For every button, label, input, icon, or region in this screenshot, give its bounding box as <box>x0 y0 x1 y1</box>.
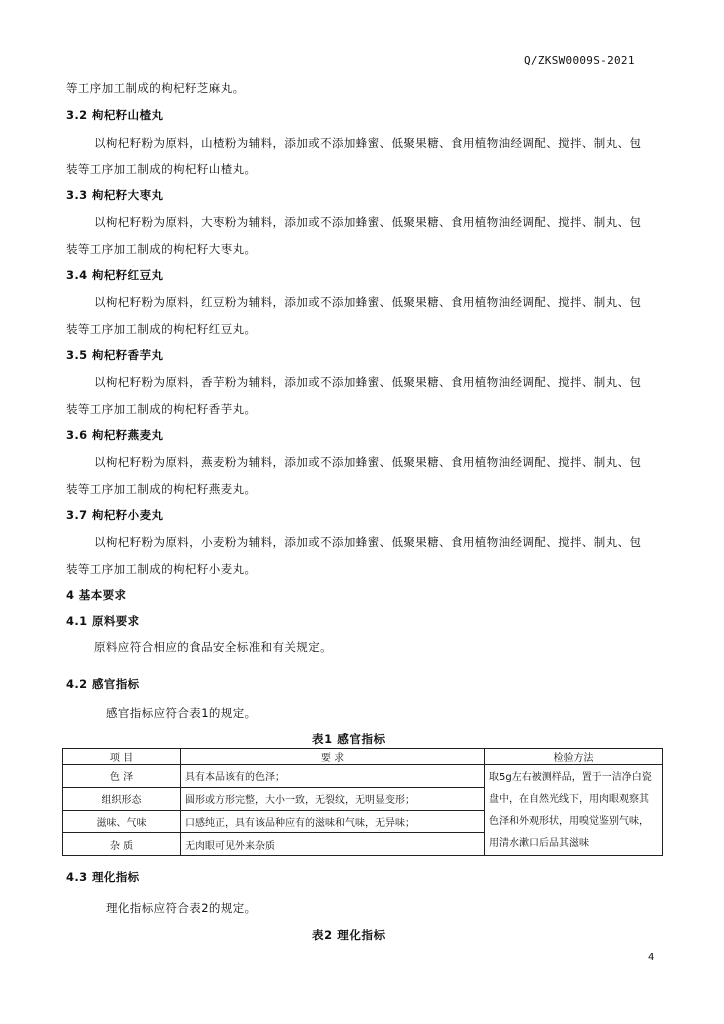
section-4-3-text: 理化指标应符合表2的规定。 <box>106 901 257 915</box>
section-3-5-line-2: 装等工序加工制成的枸杞籽香芋丸。 <box>66 402 257 416</box>
header-method: 检验方法 <box>485 749 663 765</box>
inspection-method: 取5g左右被测样品，置于一洁净白瓷盘中，在自然光线下，用肉眼观察其色泽和外观形状，用嗅觉鉴别气味，用清水漱口后品其滋味 <box>485 765 663 856</box>
section-3-3-line-1: 以枸杞籽粉为原料，大枣粉为辅料，添加或不添加蜂蜜、低聚果糖、食用植物油经调配、搅拌、制丸、包 <box>94 215 642 229</box>
section-3-6-line-1: 以枸杞籽粉为原料，燕麦粉为辅料，添加或不添加蜂蜜、低聚果糖、食用植物油经调配、搅拌、制丸、包 <box>94 455 642 469</box>
section-3-4-line-2: 装等工序加工制成的枸杞籽红豆丸。 <box>66 322 257 336</box>
section-3-2-line-1: 以枸杞籽粉为原料，山楂粉为辅料，添加或不添加蜂蜜、低聚果糖、食用植物油经调配、搅拌、制丸、包 <box>94 136 642 150</box>
continuation-text: 等工序加工制成的枸杞籽芝麻丸。 <box>66 81 245 95</box>
section-4-1-heading: 4.1 原料要求 <box>66 614 140 628</box>
sensory-table <box>62 748 663 856</box>
table-2-caption: 表2 理化指标 <box>312 928 386 942</box>
section-3-6-heading: 3.6 枸杞籽燕麦丸 <box>66 428 164 442</box>
section-4-2-heading: 4.2 感官指标 <box>66 677 140 691</box>
table-header-row <box>63 749 663 765</box>
page-number: 4 <box>648 952 655 963</box>
section-3-4-heading: 3.4 枸杞籽红豆丸 <box>66 268 164 282</box>
section-3-3-heading: 3.3 枸杞籽大枣丸 <box>66 188 164 202</box>
row-item: 杂 质 <box>63 833 181 856</box>
row-item: 色 泽 <box>63 765 181 788</box>
section-3-6-line-2: 装等工序加工制成的枸杞籽燕麦丸。 <box>66 482 257 496</box>
row-item: 滋味、气味 <box>63 810 181 833</box>
section-3-5-line-1: 以枸杞籽粉为原料，香芋粉为辅料，添加或不添加蜂蜜、低聚果糖、食用植物油经调配、搅拌、制丸、包 <box>94 375 642 389</box>
section-3-7-line-1: 以枸杞籽粉为原料，小麦粉为辅料，添加或不添加蜂蜜、低聚果糖、食用植物油经调配、搅拌、制丸、包 <box>94 535 642 549</box>
section-4-3-heading: 4.3 理化指标 <box>66 870 140 884</box>
section-3-7-line-2: 装等工序加工制成的枸杞籽小麦丸。 <box>66 562 257 576</box>
row-item: 组织形态 <box>63 787 181 810</box>
header-item: 项 目 <box>63 749 181 765</box>
table-row <box>63 765 663 788</box>
section-4-1-text: 原料应符合相应的食品安全标准和有关规定。 <box>94 640 332 654</box>
standard-code: Q/ZKSW0009S-2021 <box>524 54 635 67</box>
section-3-5-heading: 3.5 枸杞籽香芋丸 <box>66 348 164 362</box>
section-3-4-line-1: 以枸杞籽粉为原料，红豆粉为辅料，添加或不添加蜂蜜、低聚果糖、食用植物油经调配、搅拌、制丸、包 <box>94 295 642 309</box>
row-requirement: 口感纯正，具有该品种应有的滋味和气味，无异味； <box>181 810 485 833</box>
row-requirement: 无肉眼可见外来杂质 <box>181 833 485 856</box>
section-4-heading: 4 基本要求 <box>66 588 127 602</box>
section-4-2-text: 感官指标应符合表1的规定。 <box>106 706 257 720</box>
section-3-2-heading: 3.2 枸杞籽山楂丸 <box>66 108 164 122</box>
table-1-caption: 表1 感官指标 <box>312 732 386 746</box>
row-requirement: 圆形或方形完整，大小一致，无裂纹，无明显变形； <box>181 787 485 810</box>
section-3-2-line-2: 装等工序加工制成的枸杞籽山楂丸。 <box>66 162 257 176</box>
section-3-7-heading: 3.7 枸杞籽小麦丸 <box>66 508 164 522</box>
section-3-3-line-2: 装等工序加工制成的枸杞籽大枣丸。 <box>66 242 257 256</box>
row-requirement: 具有本品该有的色泽； <box>181 765 485 788</box>
header-requirement: 要 求 <box>181 749 485 765</box>
